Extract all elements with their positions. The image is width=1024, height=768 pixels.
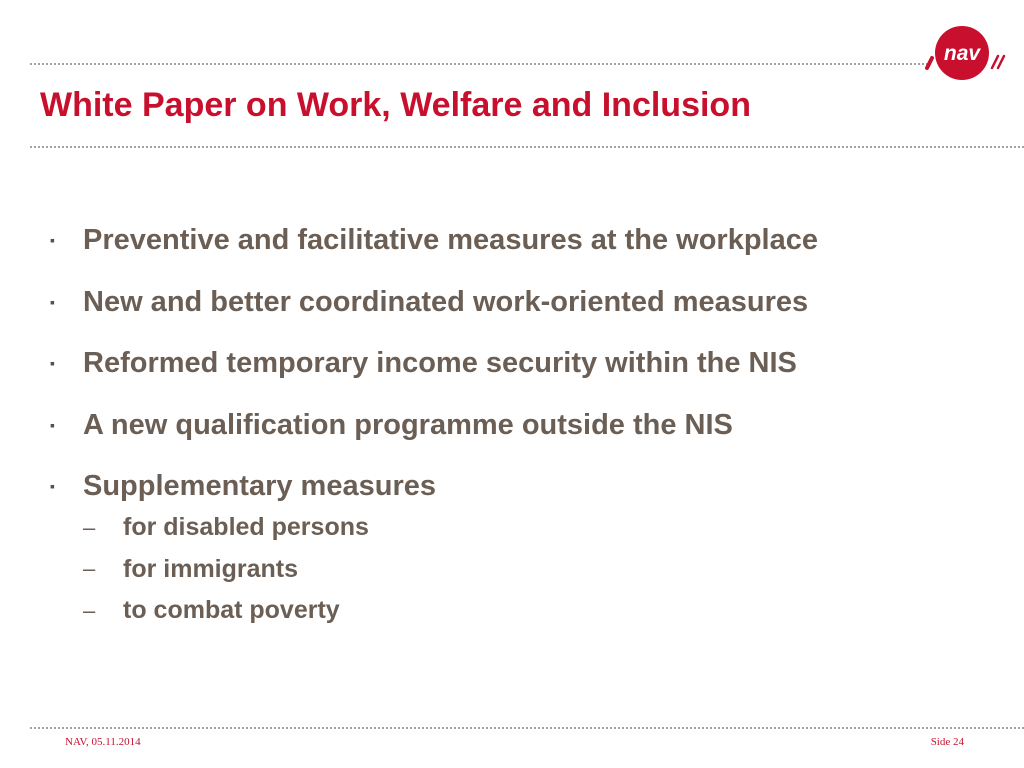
dash-icon: – bbox=[83, 556, 96, 582]
bullet-list bbox=[50, 219, 818, 632]
top-dotted-rule bbox=[30, 63, 928, 65]
bullet-text: New and better coordinated work-oriented measures bbox=[83, 285, 809, 318]
bullet-square-icon: ▪ bbox=[50, 416, 55, 433]
dash-icon: – bbox=[83, 597, 96, 623]
title-dotted-rule bbox=[30, 146, 1024, 148]
bullet-text: Preventive and facilitative measures at the workplace bbox=[83, 224, 818, 256]
sub-bullet-item bbox=[83, 549, 436, 591]
footer-dotted-rule bbox=[30, 727, 1024, 729]
bullet-item bbox=[50, 219, 818, 281]
slide-title: White Paper on Work, Welfare and Inclusion bbox=[40, 86, 751, 124]
nav-logo-text: nav bbox=[943, 42, 981, 65]
bullet-item bbox=[50, 281, 818, 343]
bullet-text: Supplementary measures bbox=[83, 470, 436, 502]
dash-icon: – bbox=[83, 514, 96, 540]
bullet-text: A new qualification programme outside the NIS bbox=[83, 408, 733, 441]
sub-bullet-item bbox=[83, 590, 436, 632]
bullet-text: Reformed temporary income security within the NIS bbox=[83, 347, 797, 379]
sub-bullet-item bbox=[83, 507, 436, 549]
footer-date: NAV, 05.11.2014 bbox=[65, 736, 141, 748]
bullet-item bbox=[50, 465, 818, 632]
footer-page-number: Side 24 bbox=[930, 736, 964, 748]
bullet-item bbox=[50, 404, 818, 466]
bullet-square-icon: ▪ bbox=[50, 232, 55, 248]
sub-bullet-text: for immigrants bbox=[123, 554, 299, 583]
nav-logo bbox=[922, 22, 1022, 82]
bullet-square-icon: ▪ bbox=[50, 293, 55, 310]
bullet-square-icon: ▪ bbox=[50, 478, 55, 494]
sub-bullet-text: to combat poverty bbox=[123, 596, 340, 625]
bullet-body bbox=[83, 465, 436, 632]
sub-bullet-text: for disabled persons bbox=[123, 513, 369, 542]
nav-logo-mark bbox=[922, 22, 1022, 82]
bullet-square-icon: ▪ bbox=[50, 355, 55, 371]
bullet-item bbox=[50, 342, 818, 404]
sub-bullet-list bbox=[83, 507, 436, 632]
